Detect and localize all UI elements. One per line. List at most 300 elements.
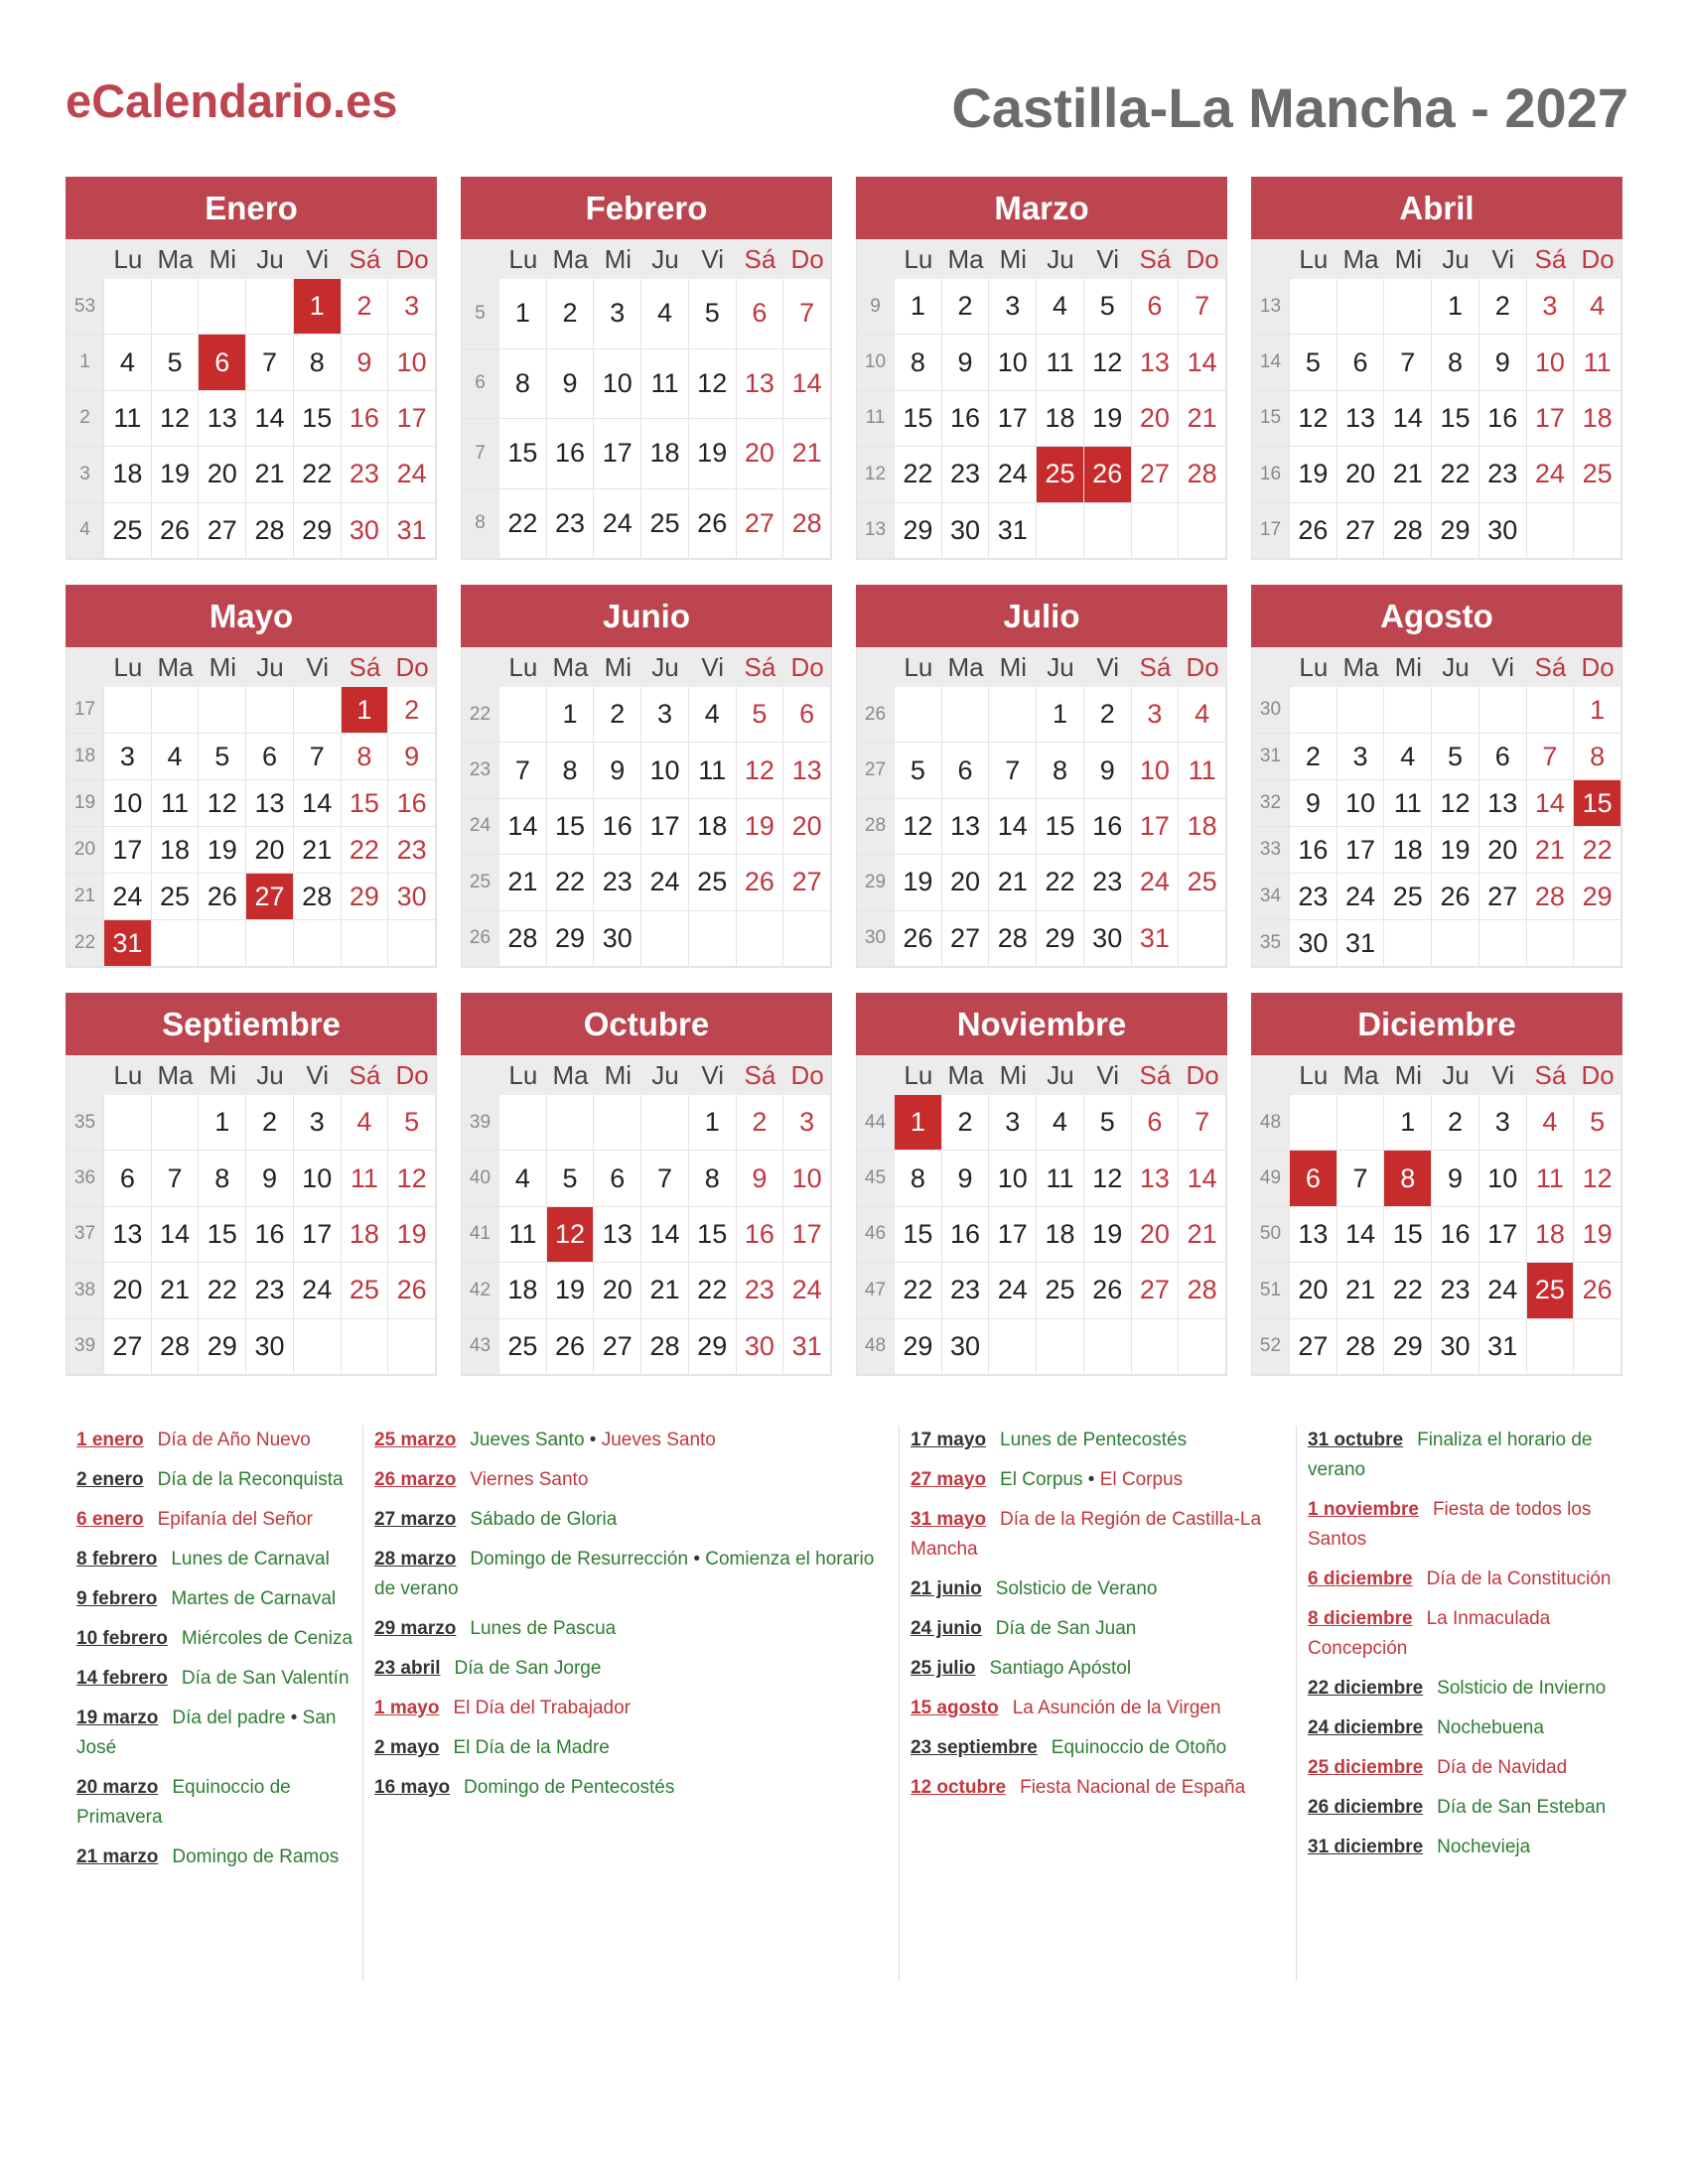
day-cell[interactable]: 17: [294, 1207, 342, 1263]
day-cell[interactable]: 28: [641, 1319, 689, 1375]
day-cell[interactable]: 9: [388, 734, 436, 780]
day-cell[interactable]: 19: [152, 447, 200, 502]
day-cell[interactable]: 23: [1479, 447, 1527, 502]
day-cell[interactable]: 18: [1037, 1207, 1084, 1263]
day-cell[interactable]: 17: [1527, 391, 1575, 447]
day-cell[interactable]: 11: [1574, 335, 1621, 390]
day-cell[interactable]: 16: [942, 1207, 990, 1263]
day-cell[interactable]: 19: [1290, 447, 1337, 502]
day-cell[interactable]: 9: [1290, 780, 1337, 827]
day-cell[interactable]: 12: [152, 391, 200, 447]
day-cell[interactable]: 5: [689, 279, 737, 349]
day-cell[interactable]: 30: [1432, 1319, 1479, 1375]
day-cell[interactable]: 30: [246, 1319, 294, 1375]
day-cell[interactable]: 16: [388, 780, 436, 827]
day-cell[interactable]: 17: [989, 391, 1037, 447]
day-cell[interactable]: 5: [1574, 1095, 1621, 1151]
day-cell[interactable]: 15: [689, 1207, 737, 1263]
day-cell[interactable]: 20: [783, 799, 831, 855]
day-cell[interactable]: 19: [1084, 391, 1132, 447]
day-cell[interactable]: 16: [737, 1207, 784, 1263]
day-cell[interactable]: 12: [388, 1151, 436, 1206]
day-cell[interactable]: 11: [641, 349, 689, 420]
day-cell[interactable]: 17: [989, 1207, 1037, 1263]
day-cell[interactable]: 12: [895, 799, 942, 855]
day-cell[interactable]: 5: [1290, 335, 1337, 390]
day-cell[interactable]: 24: [1527, 447, 1575, 502]
day-cell[interactable]: 22: [895, 1263, 942, 1318]
day-cell[interactable]: 26: [895, 911, 942, 967]
day-cell[interactable]: 21: [1384, 447, 1432, 502]
day-cell[interactable]: 14: [246, 391, 294, 447]
holiday-date[interactable]: 20 marzo: [76, 1777, 159, 1798]
day-cell[interactable]: 26: [737, 855, 784, 910]
day-cell[interactable]: 13: [1337, 391, 1385, 447]
day-cell[interactable]: 8: [1432, 335, 1479, 390]
day-cell[interactable]: 12: [689, 349, 737, 420]
day-cell[interactable]: 20: [246, 827, 294, 874]
holiday-date[interactable]: 1 enero: [76, 1430, 144, 1450]
day-cell[interactable]: 12: [1084, 335, 1132, 390]
day-cell[interactable]: 1: [342, 687, 389, 734]
day-cell[interactable]: 13: [1290, 1207, 1337, 1263]
day-cell[interactable]: 27: [942, 911, 990, 967]
day-cell[interactable]: 15: [1432, 391, 1479, 447]
day-cell[interactable]: 24: [294, 1263, 342, 1318]
day-cell[interactable]: 2: [1479, 279, 1527, 335]
day-cell[interactable]: 1: [1384, 1095, 1432, 1151]
day-cell[interactable]: 4: [689, 687, 737, 743]
day-cell[interactable]: 2: [547, 279, 595, 349]
day-cell[interactable]: 13: [783, 743, 831, 798]
day-cell[interactable]: 11: [1384, 780, 1432, 827]
day-cell[interactable]: 11: [1527, 1151, 1575, 1206]
day-cell[interactable]: 6: [594, 1151, 641, 1206]
day-cell[interactable]: 1: [689, 1095, 737, 1151]
day-cell[interactable]: 9: [1084, 743, 1132, 798]
holiday-date[interactable]: 28 marzo: [374, 1549, 457, 1570]
day-cell[interactable]: 24: [989, 447, 1037, 502]
day-cell[interactable]: 30: [1290, 920, 1337, 967]
day-cell[interactable]: 31: [989, 503, 1037, 559]
day-cell[interactable]: 19: [689, 419, 737, 489]
day-cell[interactable]: 21: [246, 447, 294, 502]
day-cell[interactable]: 1: [895, 1095, 942, 1151]
day-cell[interactable]: 3: [989, 1095, 1037, 1151]
day-cell[interactable]: 18: [342, 1207, 389, 1263]
day-cell[interactable]: 4: [1384, 734, 1432, 780]
holiday-date[interactable]: 31 mayo: [911, 1509, 987, 1530]
holiday-date[interactable]: 19 marzo: [76, 1707, 159, 1728]
day-cell[interactable]: 3: [641, 687, 689, 743]
day-cell[interactable]: 24: [104, 874, 152, 920]
day-cell[interactable]: 6: [199, 335, 246, 390]
day-cell[interactable]: 13: [104, 1207, 152, 1263]
day-cell[interactable]: 14: [1527, 780, 1575, 827]
day-cell[interactable]: 25: [104, 503, 152, 559]
day-cell[interactable]: 24: [1132, 855, 1180, 910]
day-cell[interactable]: 15: [895, 1207, 942, 1263]
day-cell[interactable]: 29: [547, 911, 595, 967]
day-cell[interactable]: 22: [1574, 827, 1621, 874]
day-cell[interactable]: 3: [594, 279, 641, 349]
holiday-date[interactable]: 24 diciembre: [1308, 1717, 1424, 1738]
holiday-date[interactable]: 17 mayo: [911, 1430, 987, 1450]
day-cell[interactable]: 13: [737, 349, 784, 420]
day-cell[interactable]: 14: [1179, 1151, 1226, 1206]
day-cell[interactable]: 19: [895, 855, 942, 910]
day-cell[interactable]: 8: [895, 335, 942, 390]
day-cell[interactable]: 8: [1037, 743, 1084, 798]
day-cell[interactable]: 2: [1432, 1095, 1479, 1151]
day-cell[interactable]: 23: [246, 1263, 294, 1318]
day-cell[interactable]: 10: [783, 1151, 831, 1206]
day-cell[interactable]: 14: [989, 799, 1037, 855]
holiday-date[interactable]: 14 febrero: [76, 1668, 168, 1689]
holiday-date[interactable]: 9 febrero: [76, 1588, 158, 1609]
holiday-date[interactable]: 6 diciembre: [1308, 1569, 1413, 1589]
day-cell[interactable]: 11: [342, 1151, 389, 1206]
day-cell[interactable]: 16: [1084, 799, 1132, 855]
day-cell[interactable]: 23: [737, 1263, 784, 1318]
day-cell[interactable]: 24: [1337, 874, 1385, 920]
holiday-date[interactable]: 26 marzo: [374, 1469, 457, 1490]
day-cell[interactable]: 9: [942, 335, 990, 390]
day-cell[interactable]: 29: [1574, 874, 1621, 920]
day-cell[interactable]: 2: [1290, 734, 1337, 780]
day-cell[interactable]: 21: [641, 1263, 689, 1318]
day-cell[interactable]: 7: [152, 1151, 200, 1206]
day-cell[interactable]: 28: [1384, 503, 1432, 559]
day-cell[interactable]: 11: [689, 743, 737, 798]
day-cell[interactable]: 26: [1290, 503, 1337, 559]
day-cell[interactable]: 25: [342, 1263, 389, 1318]
day-cell[interactable]: 30: [1084, 911, 1132, 967]
day-cell[interactable]: 2: [388, 687, 436, 734]
day-cell[interactable]: 17: [594, 419, 641, 489]
day-cell[interactable]: 3: [1337, 734, 1385, 780]
day-cell[interactable]: 7: [989, 743, 1037, 798]
day-cell[interactable]: 21: [1527, 827, 1575, 874]
day-cell[interactable]: 2: [942, 279, 990, 335]
day-cell[interactable]: 17: [1132, 799, 1180, 855]
day-cell[interactable]: 1: [199, 1095, 246, 1151]
day-cell[interactable]: 9: [547, 349, 595, 420]
day-cell[interactable]: 12: [737, 743, 784, 798]
day-cell[interactable]: 18: [1179, 799, 1226, 855]
day-cell[interactable]: 22: [294, 447, 342, 502]
day-cell[interactable]: 11: [104, 391, 152, 447]
day-cell[interactable]: 9: [1432, 1151, 1479, 1206]
day-cell[interactable]: 4: [1037, 279, 1084, 335]
day-cell[interactable]: 23: [942, 1263, 990, 1318]
day-cell[interactable]: 3: [1527, 279, 1575, 335]
day-cell[interactable]: 29: [689, 1319, 737, 1375]
day-cell[interactable]: 18: [1527, 1207, 1575, 1263]
day-cell[interactable]: 26: [152, 503, 200, 559]
day-cell[interactable]: 3: [104, 734, 152, 780]
day-cell[interactable]: 5: [1084, 279, 1132, 335]
day-cell[interactable]: 27: [246, 874, 294, 920]
day-cell[interactable]: 29: [1037, 911, 1084, 967]
day-cell[interactable]: 28: [1527, 874, 1575, 920]
day-cell[interactable]: 20: [1479, 827, 1527, 874]
day-cell[interactable]: 10: [388, 335, 436, 390]
day-cell[interactable]: 20: [1290, 1263, 1337, 1318]
day-cell[interactable]: 13: [1132, 335, 1180, 390]
day-cell[interactable]: 29: [1384, 1319, 1432, 1375]
day-cell[interactable]: 6: [942, 743, 990, 798]
day-cell[interactable]: 18: [1384, 827, 1432, 874]
day-cell[interactable]: 28: [499, 911, 547, 967]
day-cell[interactable]: 13: [1479, 780, 1527, 827]
day-cell[interactable]: 6: [246, 734, 294, 780]
day-cell[interactable]: 16: [246, 1207, 294, 1263]
day-cell[interactable]: 2: [737, 1095, 784, 1151]
day-cell[interactable]: 19: [1574, 1207, 1621, 1263]
day-cell[interactable]: 25: [689, 855, 737, 910]
day-cell[interactable]: 7: [1527, 734, 1575, 780]
day-cell[interactable]: 21: [499, 855, 547, 910]
day-cell[interactable]: 3: [989, 279, 1037, 335]
day-cell[interactable]: 4: [104, 335, 152, 390]
day-cell[interactable]: 28: [783, 489, 831, 560]
holiday-date[interactable]: 24 junio: [911, 1618, 982, 1639]
holiday-date[interactable]: 27 mayo: [911, 1469, 987, 1490]
day-cell[interactable]: 21: [783, 419, 831, 489]
day-cell[interactable]: 24: [594, 489, 641, 560]
holiday-date[interactable]: 2 enero: [76, 1469, 144, 1490]
day-cell[interactable]: 11: [1037, 1151, 1084, 1206]
day-cell[interactable]: 23: [342, 447, 389, 502]
day-cell[interactable]: 23: [942, 447, 990, 502]
day-cell[interactable]: 21: [1337, 1263, 1385, 1318]
day-cell[interactable]: 8: [547, 743, 595, 798]
day-cell[interactable]: 3: [1132, 687, 1180, 743]
holiday-date[interactable]: 8 febrero: [76, 1549, 158, 1570]
day-cell[interactable]: 3: [294, 1095, 342, 1151]
day-cell[interactable]: 5: [547, 1151, 595, 1206]
day-cell[interactable]: 24: [783, 1263, 831, 1318]
day-cell[interactable]: 27: [199, 503, 246, 559]
day-cell[interactable]: 27: [1290, 1319, 1337, 1375]
day-cell[interactable]: 15: [1384, 1207, 1432, 1263]
day-cell[interactable]: 1: [1037, 687, 1084, 743]
holiday-date[interactable]: 25 julio: [911, 1658, 976, 1679]
day-cell[interactable]: 29: [342, 874, 389, 920]
day-cell[interactable]: 9: [737, 1151, 784, 1206]
day-cell[interactable]: 4: [1179, 687, 1226, 743]
day-cell[interactable]: 14: [1179, 335, 1226, 390]
day-cell[interactable]: 27: [1337, 503, 1385, 559]
holiday-date[interactable]: 6 enero: [76, 1509, 144, 1530]
day-cell[interactable]: 18: [1037, 391, 1084, 447]
holiday-date[interactable]: 25 marzo: [374, 1430, 457, 1450]
day-cell[interactable]: 12: [1290, 391, 1337, 447]
day-cell[interactable]: 20: [594, 1263, 641, 1318]
day-cell[interactable]: 12: [1084, 1151, 1132, 1206]
day-cell[interactable]: 27: [1479, 874, 1527, 920]
day-cell[interactable]: 14: [783, 349, 831, 420]
day-cell[interactable]: 30: [942, 503, 990, 559]
day-cell[interactable]: 17: [1337, 827, 1385, 874]
day-cell[interactable]: 29: [1432, 503, 1479, 559]
day-cell[interactable]: 6: [783, 687, 831, 743]
day-cell[interactable]: 5: [199, 734, 246, 780]
day-cell[interactable]: 14: [152, 1207, 200, 1263]
day-cell[interactable]: 22: [1432, 447, 1479, 502]
holiday-date[interactable]: 21 junio: [911, 1578, 982, 1599]
day-cell[interactable]: 7: [641, 1151, 689, 1206]
holiday-date[interactable]: 26 diciembre: [1308, 1797, 1424, 1818]
day-cell[interactable]: 26: [199, 874, 246, 920]
day-cell[interactable]: 10: [1132, 743, 1180, 798]
day-cell[interactable]: 13: [594, 1207, 641, 1263]
day-cell[interactable]: 1: [1574, 687, 1621, 734]
day-cell[interactable]: 14: [294, 780, 342, 827]
day-cell[interactable]: 7: [783, 279, 831, 349]
day-cell[interactable]: 15: [1574, 780, 1621, 827]
day-cell[interactable]: 26: [689, 489, 737, 560]
day-cell[interactable]: 7: [499, 743, 547, 798]
day-cell[interactable]: 21: [989, 855, 1037, 910]
holiday-date[interactable]: 29 marzo: [374, 1618, 457, 1639]
day-cell[interactable]: 31: [388, 503, 436, 559]
holiday-date[interactable]: 27 marzo: [374, 1509, 457, 1530]
day-cell[interactable]: 4: [641, 279, 689, 349]
day-cell[interactable]: 18: [641, 419, 689, 489]
holiday-date[interactable]: 31 octubre: [1308, 1430, 1404, 1450]
day-cell[interactable]: 7: [1179, 1095, 1226, 1151]
day-cell[interactable]: 23: [594, 855, 641, 910]
day-cell[interactable]: 27: [737, 489, 784, 560]
day-cell[interactable]: 13: [942, 799, 990, 855]
day-cell[interactable]: 7: [246, 335, 294, 390]
day-cell[interactable]: 10: [1527, 335, 1575, 390]
holiday-date[interactable]: 16 mayo: [374, 1777, 451, 1798]
holiday-date[interactable]: 15 agosto: [911, 1698, 999, 1718]
day-cell[interactable]: 23: [547, 489, 595, 560]
day-cell[interactable]: 4: [1574, 279, 1621, 335]
day-cell[interactable]: 5: [737, 687, 784, 743]
day-cell[interactable]: 13: [1132, 1151, 1180, 1206]
day-cell[interactable]: 27: [783, 855, 831, 910]
day-cell[interactable]: 25: [1179, 855, 1226, 910]
day-cell[interactable]: 19: [1084, 1207, 1132, 1263]
holiday-date[interactable]: 2 mayo: [374, 1737, 440, 1758]
day-cell[interactable]: 17: [388, 391, 436, 447]
day-cell[interactable]: 22: [895, 447, 942, 502]
day-cell[interactable]: 29: [895, 503, 942, 559]
day-cell[interactable]: 26: [388, 1263, 436, 1318]
day-cell[interactable]: 11: [152, 780, 200, 827]
day-cell[interactable]: 28: [1179, 1263, 1226, 1318]
day-cell[interactable]: 26: [547, 1319, 595, 1375]
day-cell[interactable]: 25: [499, 1319, 547, 1375]
holiday-date[interactable]: 23 abril: [374, 1658, 441, 1679]
day-cell[interactable]: 26: [1432, 874, 1479, 920]
day-cell[interactable]: 7: [1337, 1151, 1385, 1206]
day-cell[interactable]: 21: [1179, 391, 1226, 447]
day-cell[interactable]: 3: [783, 1095, 831, 1151]
day-cell[interactable]: 31: [104, 920, 152, 967]
day-cell[interactable]: 11: [499, 1207, 547, 1263]
day-cell[interactable]: 5: [1084, 1095, 1132, 1151]
day-cell[interactable]: 22: [1384, 1263, 1432, 1318]
day-cell[interactable]: 25: [1527, 1263, 1575, 1318]
day-cell[interactable]: 10: [989, 335, 1037, 390]
day-cell[interactable]: 22: [342, 827, 389, 874]
day-cell[interactable]: 1: [1432, 279, 1479, 335]
day-cell[interactable]: 28: [246, 503, 294, 559]
day-cell[interactable]: 29: [294, 503, 342, 559]
day-cell[interactable]: 27: [1132, 447, 1180, 502]
day-cell[interactable]: 12: [1432, 780, 1479, 827]
day-cell[interactable]: 4: [152, 734, 200, 780]
day-cell[interactable]: 28: [294, 874, 342, 920]
holiday-date[interactable]: 21 marzo: [76, 1846, 159, 1867]
day-cell[interactable]: 10: [989, 1151, 1037, 1206]
day-cell[interactable]: 30: [388, 874, 436, 920]
day-cell[interactable]: 21: [294, 827, 342, 874]
day-cell[interactable]: 14: [641, 1207, 689, 1263]
day-cell[interactable]: 15: [199, 1207, 246, 1263]
day-cell[interactable]: 22: [547, 855, 595, 910]
day-cell[interactable]: 22: [199, 1263, 246, 1318]
day-cell[interactable]: 17: [783, 1207, 831, 1263]
day-cell[interactable]: 9: [942, 1151, 990, 1206]
day-cell[interactable]: 24: [1479, 1263, 1527, 1318]
day-cell[interactable]: 25: [1574, 447, 1621, 502]
day-cell[interactable]: 30: [737, 1319, 784, 1375]
day-cell[interactable]: 9: [594, 743, 641, 798]
day-cell[interactable]: 10: [1479, 1151, 1527, 1206]
day-cell[interactable]: 25: [1037, 1263, 1084, 1318]
day-cell[interactable]: 18: [689, 799, 737, 855]
day-cell[interactable]: 8: [342, 734, 389, 780]
day-cell[interactable]: 30: [594, 911, 641, 967]
day-cell[interactable]: 5: [895, 743, 942, 798]
holiday-date[interactable]: 31 diciembre: [1308, 1837, 1424, 1857]
day-cell[interactable]: 27: [594, 1319, 641, 1375]
day-cell[interactable]: 6: [1132, 1095, 1180, 1151]
day-cell[interactable]: 11: [1037, 335, 1084, 390]
day-cell[interactable]: 22: [499, 489, 547, 560]
holiday-date[interactable]: 12 octubre: [911, 1777, 1007, 1798]
day-cell[interactable]: 14: [499, 799, 547, 855]
day-cell[interactable]: 2: [942, 1095, 990, 1151]
day-cell[interactable]: 15: [895, 391, 942, 447]
day-cell[interactable]: 28: [989, 911, 1037, 967]
day-cell[interactable]: 4: [1527, 1095, 1575, 1151]
day-cell[interactable]: 14: [1384, 391, 1432, 447]
day-cell[interactable]: 19: [1432, 827, 1479, 874]
day-cell[interactable]: 1: [547, 687, 595, 743]
day-cell[interactable]: 4: [342, 1095, 389, 1151]
day-cell[interactable]: 29: [199, 1319, 246, 1375]
day-cell[interactable]: 13: [199, 391, 246, 447]
day-cell[interactable]: 4: [499, 1151, 547, 1206]
day-cell[interactable]: 8: [689, 1151, 737, 1206]
day-cell[interactable]: 16: [342, 391, 389, 447]
day-cell[interactable]: 9: [1479, 335, 1527, 390]
holiday-date[interactable]: 22 diciembre: [1308, 1678, 1424, 1699]
day-cell[interactable]: 20: [1337, 447, 1385, 502]
day-cell[interactable]: 16: [1432, 1207, 1479, 1263]
day-cell[interactable]: 20: [199, 447, 246, 502]
day-cell[interactable]: 7: [294, 734, 342, 780]
day-cell[interactable]: 10: [594, 349, 641, 420]
